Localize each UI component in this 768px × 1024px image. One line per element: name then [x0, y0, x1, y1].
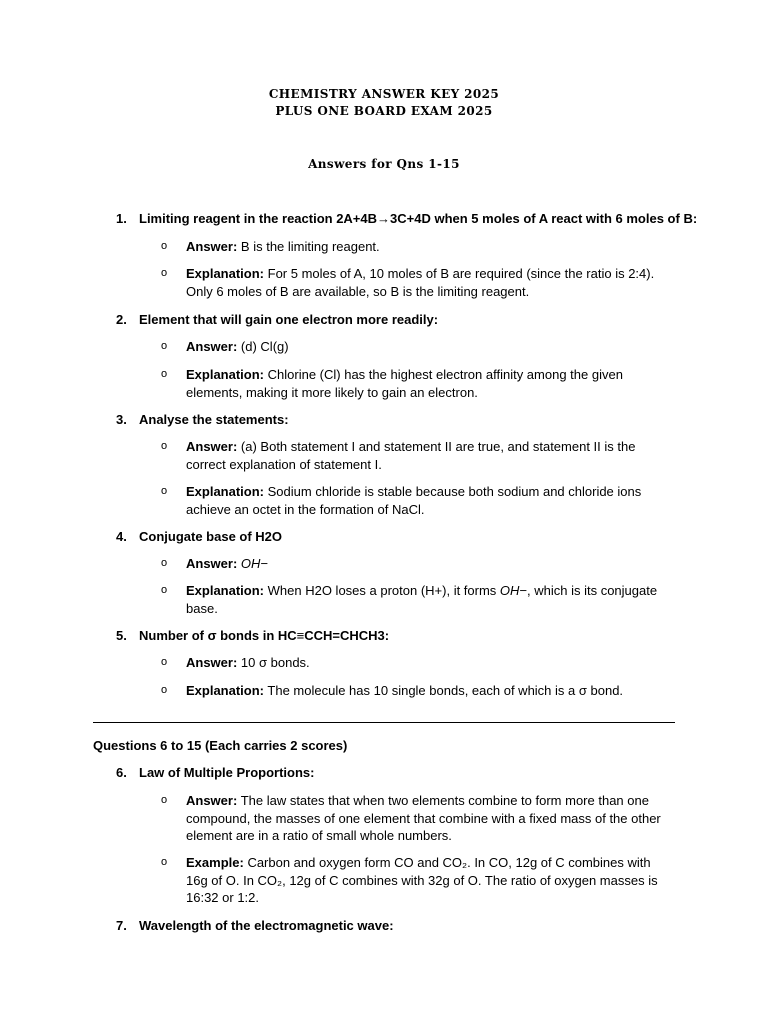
question-2 [116, 311, 438, 328]
explanation-label: Explanation: [186, 683, 265, 698]
answer-label: Answer: [186, 655, 238, 670]
question-title: Analyse the statements: [139, 412, 289, 427]
answer-item [186, 338, 666, 356]
answer-text: (d) Cl(g) [240, 339, 289, 354]
answer-item [186, 238, 666, 256]
question-number: 7. [116, 918, 127, 933]
question-number: 5. [116, 628, 127, 643]
question-title: Law of Multiple Proportions: [139, 765, 315, 780]
question-3 [116, 411, 289, 428]
question-number: 2. [116, 312, 127, 327]
bullet-icon: o [161, 485, 168, 497]
example-label: Example: [186, 855, 244, 870]
explanation-text: When H2O loses a proton (H+), it forms [267, 583, 500, 598]
bullet-icon: o [161, 856, 168, 868]
question-number: 1. [116, 211, 127, 226]
explanation-item [186, 265, 666, 300]
bullet-icon: o [161, 584, 168, 596]
answer-text: The law states that when two elements combine to form more than one compound, the masses of one element that combine with a fixed mass of the other element are in a ratio of small whole numbers. [186, 793, 661, 843]
explanation-formula: OH− [499, 583, 528, 598]
bullet-icon: o [161, 368, 168, 380]
answer-item [186, 555, 666, 573]
answer-item [186, 792, 666, 845]
answer-text: OH− [240, 556, 269, 571]
explanation-label: Explanation: [186, 367, 265, 382]
question-title: Wavelength of the electromagnetic wave: [139, 918, 394, 933]
question-number: 3. [116, 412, 127, 427]
bullet-icon: o [161, 240, 168, 252]
question-7 [116, 917, 394, 934]
explanation-label: Explanation: [186, 583, 265, 598]
bullet-icon: o [161, 267, 168, 279]
answer-label: Answer: [186, 339, 238, 354]
explanation-label: Explanation: [186, 266, 265, 281]
explanation-item [186, 682, 666, 700]
explanation-text: Sodium chloride is stable because both sodium and chloride ions achieve an octet in the formation of NaCl. [186, 484, 642, 517]
question-title: Conjugate base of H2O [139, 529, 283, 544]
answer-text: 10 σ bonds. [240, 655, 310, 670]
answer-label: Answer: [186, 239, 238, 254]
question-title: Element that will gain one electron more readily: [139, 312, 439, 327]
explanation-text: Chlorine (Cl) has the highest electron affinity among the given elements, making it more likely to gain an electron. [186, 367, 623, 400]
answer-label: Answer: [186, 439, 238, 454]
explanation-text: The molecule has 10 single bonds, each of which is a σ bond. [267, 683, 624, 698]
bullet-icon: o [161, 557, 168, 569]
answer-label: Answer: [186, 556, 238, 571]
question-number: 6. [116, 765, 127, 780]
question-title: Number of σ bonds in HC≡CCH=CHCH3: [139, 628, 390, 643]
explanation-item [186, 582, 666, 617]
section-heading: Answers for Qns 1-15 [308, 157, 460, 171]
question-title: Limiting reagent in the reaction 2A+4B→3C+4D when 5 moles of A react with 6 moles of B: [139, 211, 698, 226]
bullet-icon: o [161, 656, 168, 668]
example-text: Carbon and oxygen form CO and CO₂. In CO, 12g of C combines with 16g of O. In CO₂, 12g of C combines with 32g of O. The ratio of oxygen masses is 16:32 or 1:2. [186, 855, 658, 905]
explanation-item [186, 366, 666, 401]
section-divider [93, 722, 675, 723]
explanation-text-end: , which is its conjugate base. [186, 583, 658, 616]
document-subtitle: PLUS ONE BOARD EXAM 2025 [275, 104, 493, 118]
bullet-icon: o [161, 440, 168, 452]
answer-text: (a) Both statement I and statement II are true, and statement II is the correct explanation of statement I. [186, 439, 636, 472]
answer-label: Answer: [186, 793, 238, 808]
question-number: 4. [116, 529, 127, 544]
bullet-icon: o [161, 340, 168, 352]
question-4 [116, 528, 282, 545]
explanation-text: For 5 moles of A, 10 moles of B are required (since the ratio is 2:4). Only 6 moles of B are available, so B is the limiting reagent. [186, 266, 655, 299]
question-1 [116, 210, 697, 227]
document-title: CHEMISTRY ANSWER KEY 2025 [268, 87, 500, 101]
explanation-label: Explanation: [186, 484, 265, 499]
answer-item [186, 654, 666, 672]
question-6 [116, 764, 315, 781]
bullet-icon: o [161, 794, 168, 806]
answer-text: B is the limiting reagent. [240, 239, 380, 254]
answer-item [186, 438, 666, 473]
bullet-icon: o [161, 684, 168, 696]
section-2-heading: Questions 6 to 15 (Each carries 2 scores) [93, 738, 348, 753]
question-5 [116, 627, 389, 644]
example-item [186, 854, 666, 907]
explanation-item [186, 483, 666, 518]
